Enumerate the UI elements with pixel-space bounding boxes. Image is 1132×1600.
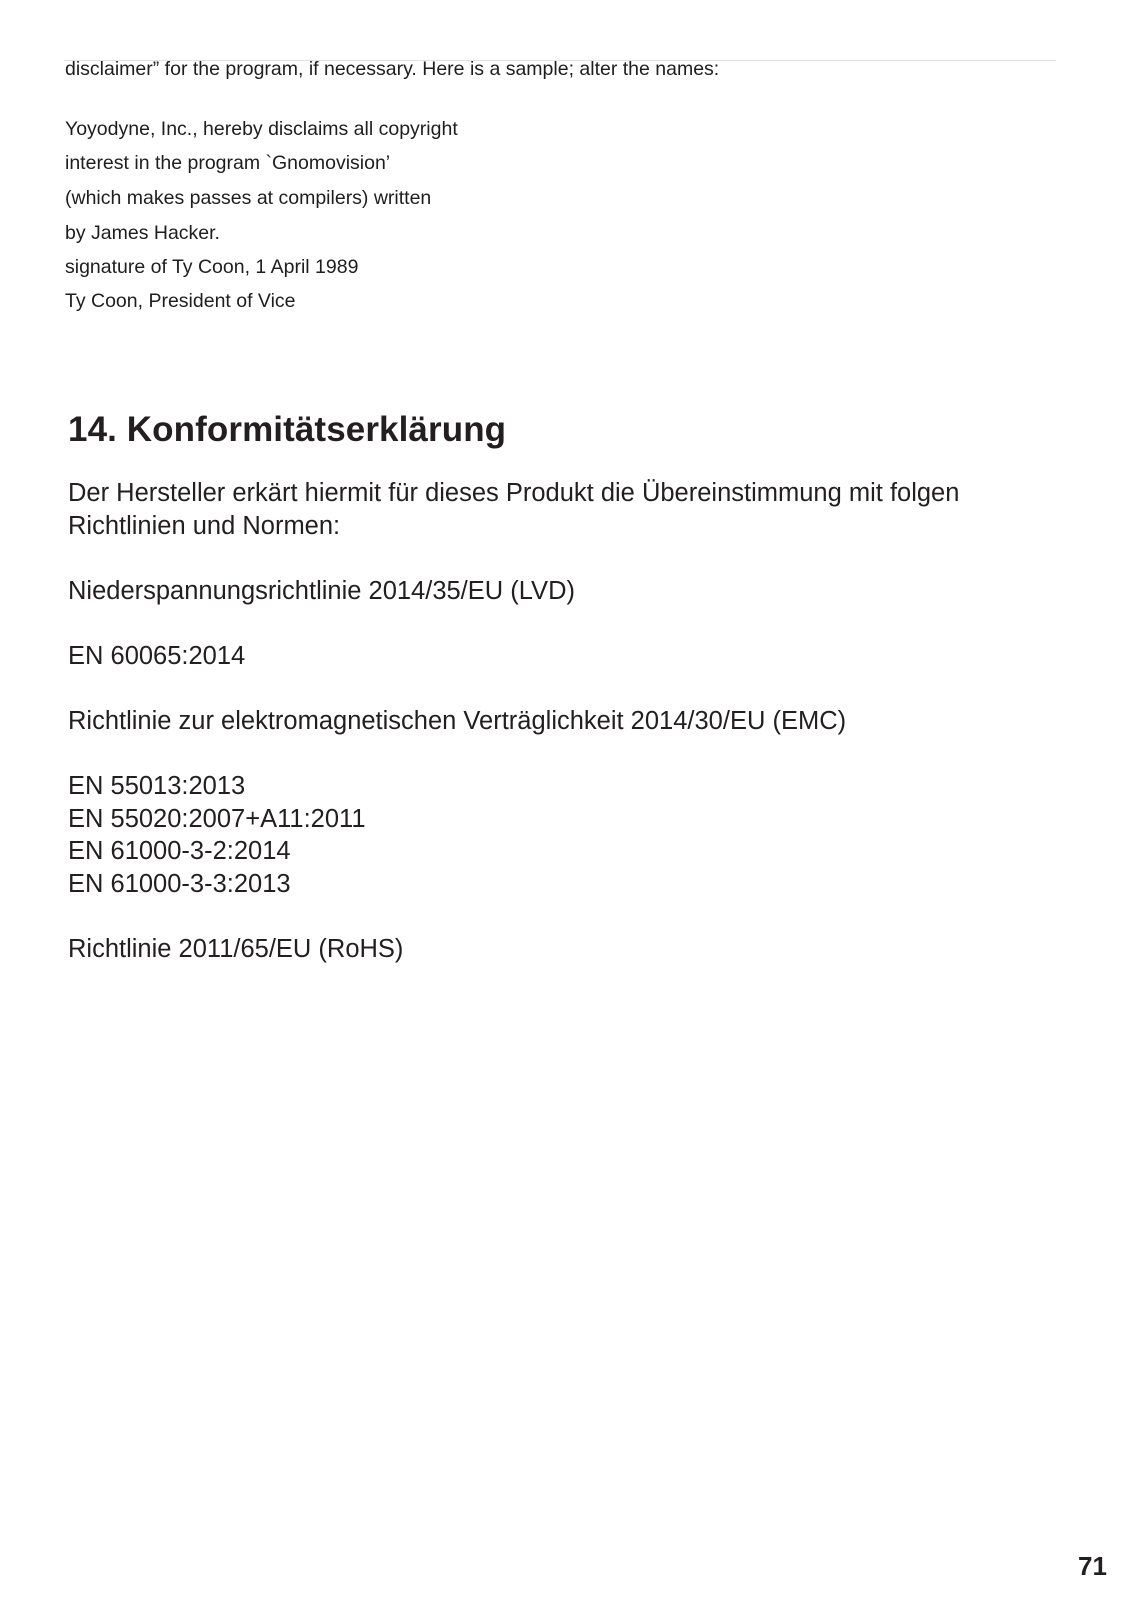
sample-line-3: (which makes passes at compilers) written [65,187,432,209]
rohs-directive: Richtlinie 2011/65/EU (RoHS) [68,935,404,963]
disclaimer-intro-text: disclaimer” for the program, if necessary. Here is a sample; alter the names: [65,58,720,80]
sample-line-1: Yoyodyne, Inc., hereby disclaims all copyright [65,118,458,140]
lvd-standard: EN 60065:2014 [68,642,246,670]
lvd-directive: Niederspannungsrichtlinie 2014/35/EU (LVD) [68,577,575,605]
emc-standard-3: EN 61000-3-2:2014 [68,837,291,865]
emc-standard-4: EN 61000-3-3:2013 [68,870,291,898]
sample-line-6: Ty Coon, President of Vice [65,290,296,312]
section-intro-line-2: Richtlinien und Normen: [68,512,341,540]
emc-standard-1: EN 55013:2013 [68,772,246,800]
section-intro-line-1: Der Hersteller erkärt hiermit für dieses Produkt die Übereinstimmung mit folgen [68,479,960,507]
sample-line-5: signature of Ty Coon, 1 April 1989 [65,256,359,278]
page-number: 71 [1078,1551,1107,1581]
sample-line-4: by James Hacker. [65,222,220,244]
emc-standard-2: EN 55020:2007+A11:2011 [68,805,366,833]
emc-directive: Richtlinie zur elektromagnetischen Verträglichkeit 2014/30/EU (EMC) [68,707,847,735]
section-heading: 14. Konformitätserklärung [68,410,507,449]
sample-line-2: interest in the program `Gnomovision’ [65,152,391,174]
